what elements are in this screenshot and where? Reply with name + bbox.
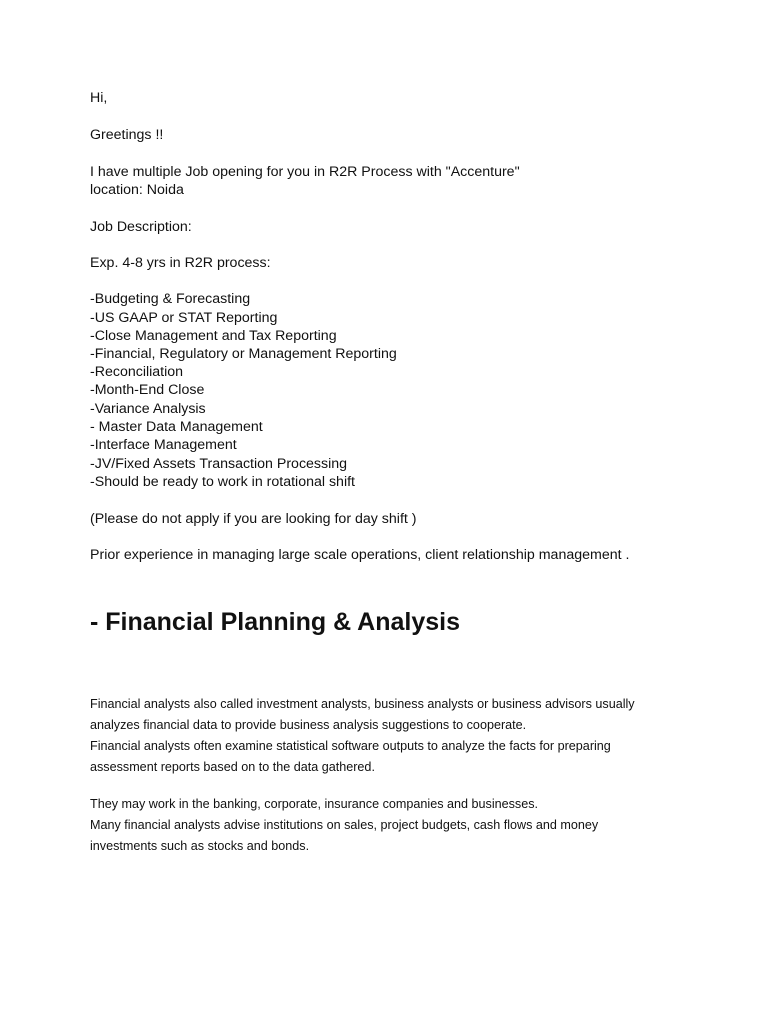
- requirement-item: -JV/Fixed Assets Transaction Processing: [90, 456, 348, 472]
- prior-experience-text: Prior experience in managing large scale operations, client relationship management .: [90, 547, 630, 563]
- requirement-item: -Variance Analysis: [90, 401, 206, 417]
- requirement-item: -Close Management and Tax Reporting: [90, 328, 337, 344]
- requirement-item: -Reconciliation: [90, 364, 184, 380]
- day-shift-note: (Please do not apply if you are looking for day shift ): [90, 511, 417, 527]
- requirement-item: -Month-End Close: [90, 382, 205, 398]
- greeting-text: Hi,: [90, 90, 108, 106]
- paragraph-1-line: assessment reports based on to the data gathered.: [90, 760, 375, 774]
- paragraph-2-line: Many financial analysts advise institutions on sales, project budgets, cash flows and money: [90, 818, 599, 832]
- job-description-label: Job Description:: [90, 219, 192, 235]
- intro-line-2: location: Noida: [90, 182, 184, 198]
- requirement-item: -Budgeting & Forecasting: [90, 291, 251, 307]
- requirement-item: -Should be ready to work in rotational shift: [90, 474, 355, 490]
- greetings-text: Greetings !!: [90, 127, 164, 143]
- requirement-item: - Master Data Management: [90, 419, 263, 435]
- paragraph-2-line: investments such as stocks and bonds.: [90, 839, 310, 853]
- paragraph-1-line: Financial analysts often examine statistical software outputs to analyze the facts for preparing: [90, 739, 611, 753]
- paragraph-1-line: Financial analysts also called investment analysts, business analysts or business advisors usually: [90, 697, 635, 711]
- paragraph-2: [90, 794, 750, 857]
- paragraph-2-line: They may work in the banking, corporate, insurance companies and businesses.: [90, 797, 539, 811]
- intro-line-1: I have multiple Job opening for you in R2R Process with "Accenture": [90, 164, 520, 180]
- paragraph-1: [90, 694, 750, 778]
- requirement-item: -Interface Management: [90, 437, 237, 453]
- section-heading: - Financial Planning & Analysis: [90, 608, 460, 636]
- requirement-item: -Financial, Regulatory or Management Reporting: [90, 346, 397, 362]
- paragraph-1-line: analyzes financial data to provide business analysis suggestions to cooperate.: [90, 718, 527, 732]
- requirement-item: -US GAAP or STAT Reporting: [90, 310, 278, 326]
- experience-text: Exp. 4-8 yrs in R2R process:: [90, 255, 271, 271]
